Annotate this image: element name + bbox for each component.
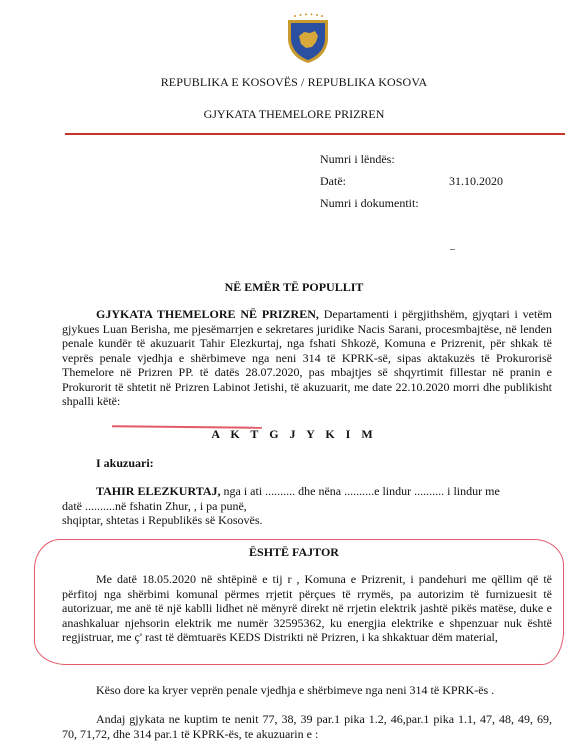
offense-text: Këso dore ka kryer veprën penale vjedhja e shërbimeve nga neni 314 të KPRK-ës .	[96, 683, 495, 697]
accused-name: TAHIR ELEZKURTAJ,	[96, 484, 221, 498]
intro-text: Departamenti i përgjithshëm, gjyqtari i vetëm gjykues Luan Berisha, me pjesëmarrjen e sekretares juridike Nacis Sarani, procesmbajtëse, në lenden penale kundër të akuzuarit Tahir Elezkurtaj, nga fshati Shkozë, Komuna e Prizrenit, për shkak të veprës penale vjedhja e shërbimeve nga neni 314 të KPRK-së, sipas aktakuzës të Prokurorisë Themelore në Prizren PP. të datës 28.07.2020, pas mbajtjes së shqyrtimit fillestar në pranin e Prokurorit të shtetit në Prizren Labinot Jetishi, të akuzuarit, me date 22.10.2020 morri dhe publikisht shpalli këtë:	[62, 307, 552, 408]
accused-line2: datë ..........në fshatin Zhur, , i pa punë,	[62, 498, 247, 513]
intro-paragraph	[62, 307, 552, 409]
guilty-heading: ËSHTË FAJTOR	[249, 545, 339, 559]
kosovo-coat-of-arms-icon	[286, 12, 330, 64]
court-header: GJYKATA THEMELORE PRIZREN	[203, 107, 385, 121]
case-number-label: Numri i lëndës:	[320, 152, 395, 166]
accused-line3: shqiptar, shtetas i Republikës së Kosovës.	[62, 513, 263, 527]
final-text: Andaj gjykata ne kuptim te nenit 77, 38, 39 par.1 pika 1.2, 46,par.1 pika 1.1, 47, 48, 49, 69, 70, 71,72, dhe 314 par.1 të KPRK-ës, te akuzuarin e :	[62, 712, 552, 741]
date-label: Datë:	[320, 174, 346, 188]
verdict-heading: A K T G J Y K I M	[211, 427, 377, 441]
dash-mark: _	[450, 240, 455, 251]
document-title: NË EMËR TË POPULLIT	[224, 280, 364, 294]
final-paragraph	[62, 712, 552, 741]
accused-label: I akuzuari:	[96, 456, 154, 470]
guilty-text: Me datë 18.05.2020 në shtëpinë e tij r , Komuna e Prizrenit, i pandehuri me qëllim që të përfitoj nga shërbimi komunal përmes rrjetit përçues të rrymës, pa autorizim të furnizuesit të autorizuar, me anë të një kablli lidhet në mënyrë direkt në rrjetin elektrik jashtë pikës matëse, duke e anashkaluar njehsorin elektrik me numër 32595362, ku energjia elektrike e shpenzuar nuk është regjistruar, me ç' rast të dëmtuarës KEDS Distrikti në Prizren, i ka shkaktuar dëm material,	[62, 572, 552, 644]
country-header: REPUBLIKA E KOSOVËS / REPUBLIKA KOSOVA	[160, 75, 428, 89]
offense-paragraph	[62, 683, 552, 698]
accused-line1: nga i ati .......... dhe nëna ..........e lindur .......... i lindur me	[220, 484, 500, 498]
document-number-label: Numri i dokumentit:	[320, 196, 419, 210]
guilty-paragraph	[62, 572, 552, 645]
accused-label-block	[62, 456, 552, 471]
header-divider	[65, 133, 565, 135]
accused-details	[62, 484, 552, 528]
intro-lead: GJYKATA THEMELORE NË PRIZREN,	[96, 307, 319, 321]
date-value: 31.10.2020	[449, 174, 503, 188]
